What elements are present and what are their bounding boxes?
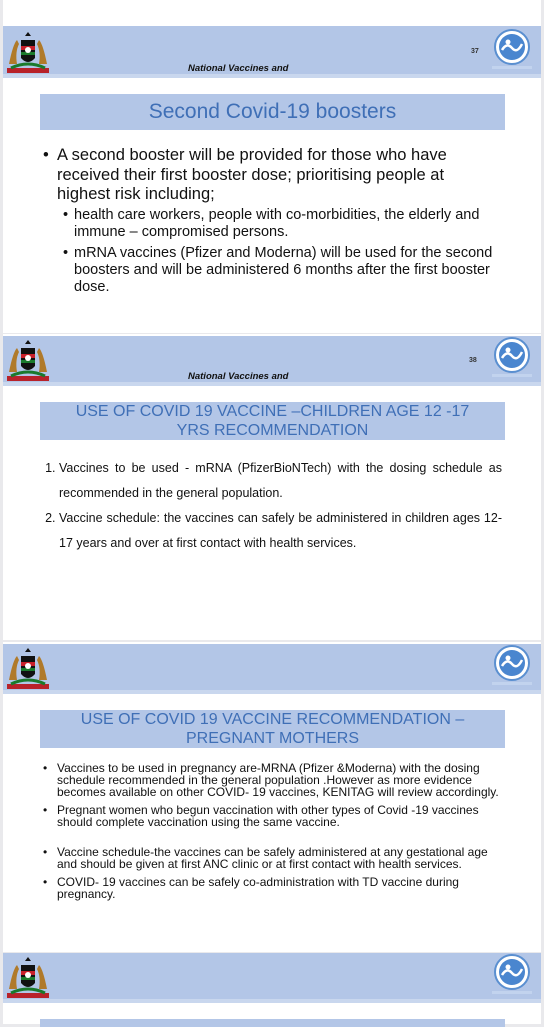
list-item: 1. Vaccines to be used - mRNA (PfizerBioNTech) with the dosing schedule as recommended in the general population. xyxy=(59,456,502,506)
footer-text: National Vaccines and xyxy=(188,371,289,382)
kenya-crest-icon xyxy=(5,338,51,382)
slide-number: 37 xyxy=(471,48,479,55)
slide-1 xyxy=(3,0,541,333)
slide-body xyxy=(43,146,498,296)
slide-header-band xyxy=(3,644,541,690)
kenya-crest-icon xyxy=(5,646,51,690)
slide-body xyxy=(43,762,503,900)
list-item: • Vaccines to be used in pregnancy are-MRNA (Pfizer &Moderna) with the dosing schedule recommended in the general population .However as more evidence becomes available on other COVID- 19 vaccines, KENITAG will review accordingly. xyxy=(43,762,503,798)
kenya-crest-icon xyxy=(5,30,51,74)
slide-title: Second Covid-19 boosters xyxy=(40,94,505,130)
list-item: • A second booster will be provided for those who have received their first booster dose; prioritising people at highest risk including; xyxy=(43,146,498,205)
slide-header-band xyxy=(3,953,541,999)
vaccinate-logo-icon xyxy=(489,644,535,690)
vaccinate-logo-icon xyxy=(489,336,535,382)
next-slide-title-strip xyxy=(40,1019,505,1027)
vaccinate-logo-icon xyxy=(489,28,535,74)
list-item: • health care workers, people with co-morbidities, the elderly and immune – compromised persons. xyxy=(63,207,498,241)
list-item: • mRNA vaccines (Pfizer and Moderna) will be used for the second boosters and will be administered 6 months after the first booster dose. xyxy=(63,245,498,296)
slide-body xyxy=(59,456,502,556)
slide-3 xyxy=(3,642,541,952)
vaccinate-logo-icon xyxy=(489,953,535,999)
slide-number: 38 xyxy=(469,357,477,364)
list-item: • Vaccine schedule-the vaccines can be safely administered at any gestational age and should be given at first ANC clinic or at first contact with health services. xyxy=(43,846,503,870)
kenya-crest-icon xyxy=(5,955,51,999)
slide-4 xyxy=(3,953,541,1024)
footer-text: National Vaccines and xyxy=(188,63,289,74)
slide-title: USE OF COVID 19 VACCINE RECOMMENDATION – PREGNANT MOTHERS xyxy=(40,710,505,748)
slide-2 xyxy=(3,334,541,640)
slide-title: USE OF COVID 19 VACCINE –CHILDREN AGE 12 -17 YRS RECOMMENDATION xyxy=(40,402,505,440)
list-item: • COVID- 19 vaccines can be safely co-administration with TD vaccine during pregnancy. xyxy=(43,876,503,900)
list-item: • Pregnant women who begun vaccination with other types of Covid -19 vaccines should complete vaccination using the same vaccine. xyxy=(43,804,503,828)
list-item: 2. Vaccine schedule: the vaccines can safely be administered in children ages 12-17 years and over at first contact with health services. xyxy=(59,506,502,556)
